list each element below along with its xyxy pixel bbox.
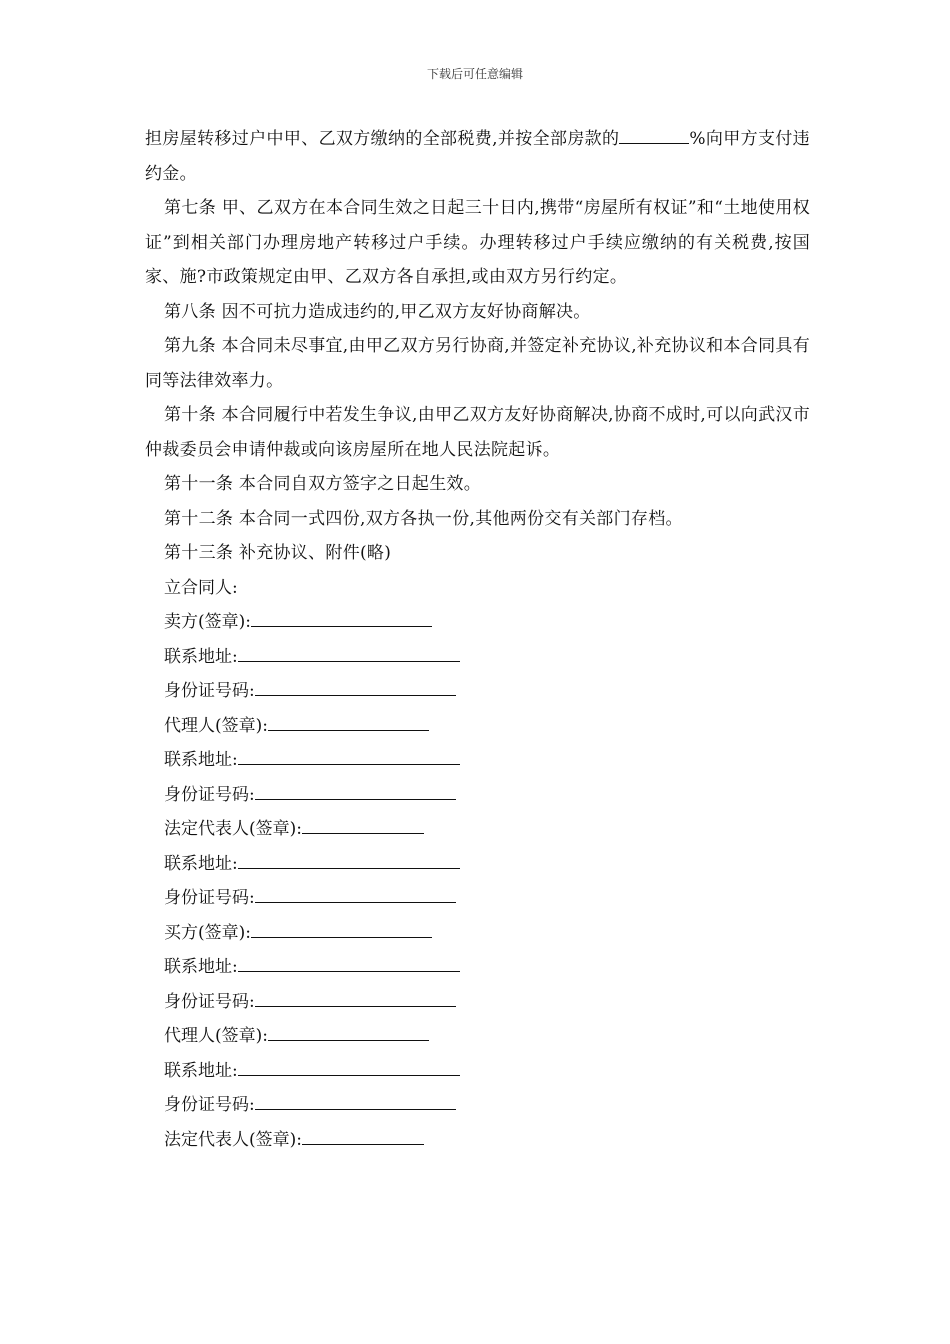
buyer-agent-row: [145, 1019, 810, 1054]
seller-legal-address-label: 联系地址:: [164, 853, 238, 874]
buyer-id-blank: [255, 986, 456, 1007]
buyer-agent-label: 代理人(签章):: [164, 1026, 268, 1046]
buyer-agent-id-label: 身份证号码:: [164, 1095, 255, 1115]
seller-agent-label: 代理人(签章):: [164, 715, 268, 736]
buyer-signature-blank: [251, 917, 432, 938]
seller-legal-row: [145, 812, 810, 847]
seller-signature-row: [145, 605, 810, 640]
seller-address-blank: [238, 641, 460, 662]
article-8: 第八条 因不可抗力造成违约的,甲乙双方友好协商解决。: [164, 301, 591, 322]
seller-agent-address-label: 联系地址:: [164, 750, 238, 770]
seller-legal-id-label: 身份证号码:: [164, 888, 255, 908]
seller-signature-label: 卖方(签章):: [164, 612, 251, 632]
seller-agent-address-row: [145, 743, 810, 778]
signatories-title: [145, 571, 810, 606]
signatories-title-label: 立合同人:: [164, 577, 238, 598]
buyer-id-row: [145, 985, 810, 1020]
seller-legal-id-row: [145, 881, 810, 916]
page-header: 下载后可任意编辑: [426, 67, 523, 81]
article-10: 第十条 本合同履行中若发生争议,由甲乙双方友好协商解决,协商不成时,可以向武汉市仲裁委员会申请仲裁或向该房屋所在地人民法院起诉。: [145, 405, 810, 460]
seller-agent-id-row: [145, 778, 810, 813]
buyer-legal-label: 法定代表人(签章):: [164, 1129, 302, 1150]
buyer-id-label: 身份证号码:: [164, 991, 255, 1012]
buyer-agent-id-blank: [255, 1089, 456, 1110]
seller-legal-address-row: [145, 847, 810, 882]
seller-address-row: [145, 640, 810, 675]
buyer-address-row: [145, 950, 810, 985]
article-11: 第十一条 本合同自双方签字之日起生效。: [164, 474, 482, 494]
paragraph-penalty-text-start: 担房屋转移过户中甲、乙双方缴纳的全部税费,并按全部房款的: [145, 129, 620, 149]
seller-legal-address-blank: [238, 848, 460, 869]
percentage-blank: [619, 125, 689, 144]
buyer-legal-row: [145, 1123, 810, 1158]
seller-id-label: 身份证号码:: [164, 681, 255, 701]
buyer-agent-address-row: [145, 1054, 810, 1089]
paragraph-penalty-text-end: %向甲方支付违约金。: [145, 129, 810, 184]
buyer-agent-id-row: [145, 1088, 810, 1123]
buyer-agent-address-label: 联系地址:: [164, 1060, 238, 1081]
buyer-agent-blank: [268, 1020, 429, 1041]
article-12: 第十二条 本合同一式四份,双方各执一份,其他两份交有关部门存档。: [164, 508, 683, 529]
seller-address-label: 联系地址:: [164, 646, 238, 667]
seller-agent-id-label: 身份证号码:: [164, 784, 255, 805]
buyer-agent-address-blank: [238, 1055, 460, 1076]
buyer-address-label: 联系地址:: [164, 957, 238, 977]
seller-id-row: [145, 674, 810, 709]
buyer-signature-label: 买方(签章):: [164, 922, 251, 943]
article-13: 第十三条 补充协议、附件(略): [164, 543, 392, 563]
seller-agent-blank: [268, 710, 429, 731]
buyer-legal-blank: [302, 1124, 424, 1145]
article-7: 第七条 甲、乙双方在本合同生效之日起三十日内,携带“房屋所有权证”和“土地使用权证”到相关部门办理房地产转移过户手续。办理转移过户手续应缴纳的有关税费,按国家、施?市政策规定由甲、乙双方各自承担,或由双方另行约定。: [145, 198, 810, 287]
seller-agent-address-blank: [238, 744, 460, 765]
seller-legal-label: 法定代表人(签章):: [164, 819, 302, 839]
seller-agent-row: [145, 709, 810, 744]
article-9: 第九条 本合同未尽事宜,由甲乙双方另行协商,并签定补充协议,补充协议和本合同具有同等法律效率力。: [145, 336, 810, 391]
seller-legal-blank: [302, 813, 424, 834]
seller-legal-id-blank: [255, 882, 456, 903]
buyer-signature-row: [145, 916, 810, 951]
seller-agent-id-blank: [255, 779, 456, 800]
paragraph-penalty: [145, 122, 810, 191]
buyer-address-blank: [238, 951, 460, 972]
document-body: [145, 122, 810, 1157]
seller-id-blank: [255, 675, 456, 696]
seller-signature-blank: [251, 606, 432, 627]
